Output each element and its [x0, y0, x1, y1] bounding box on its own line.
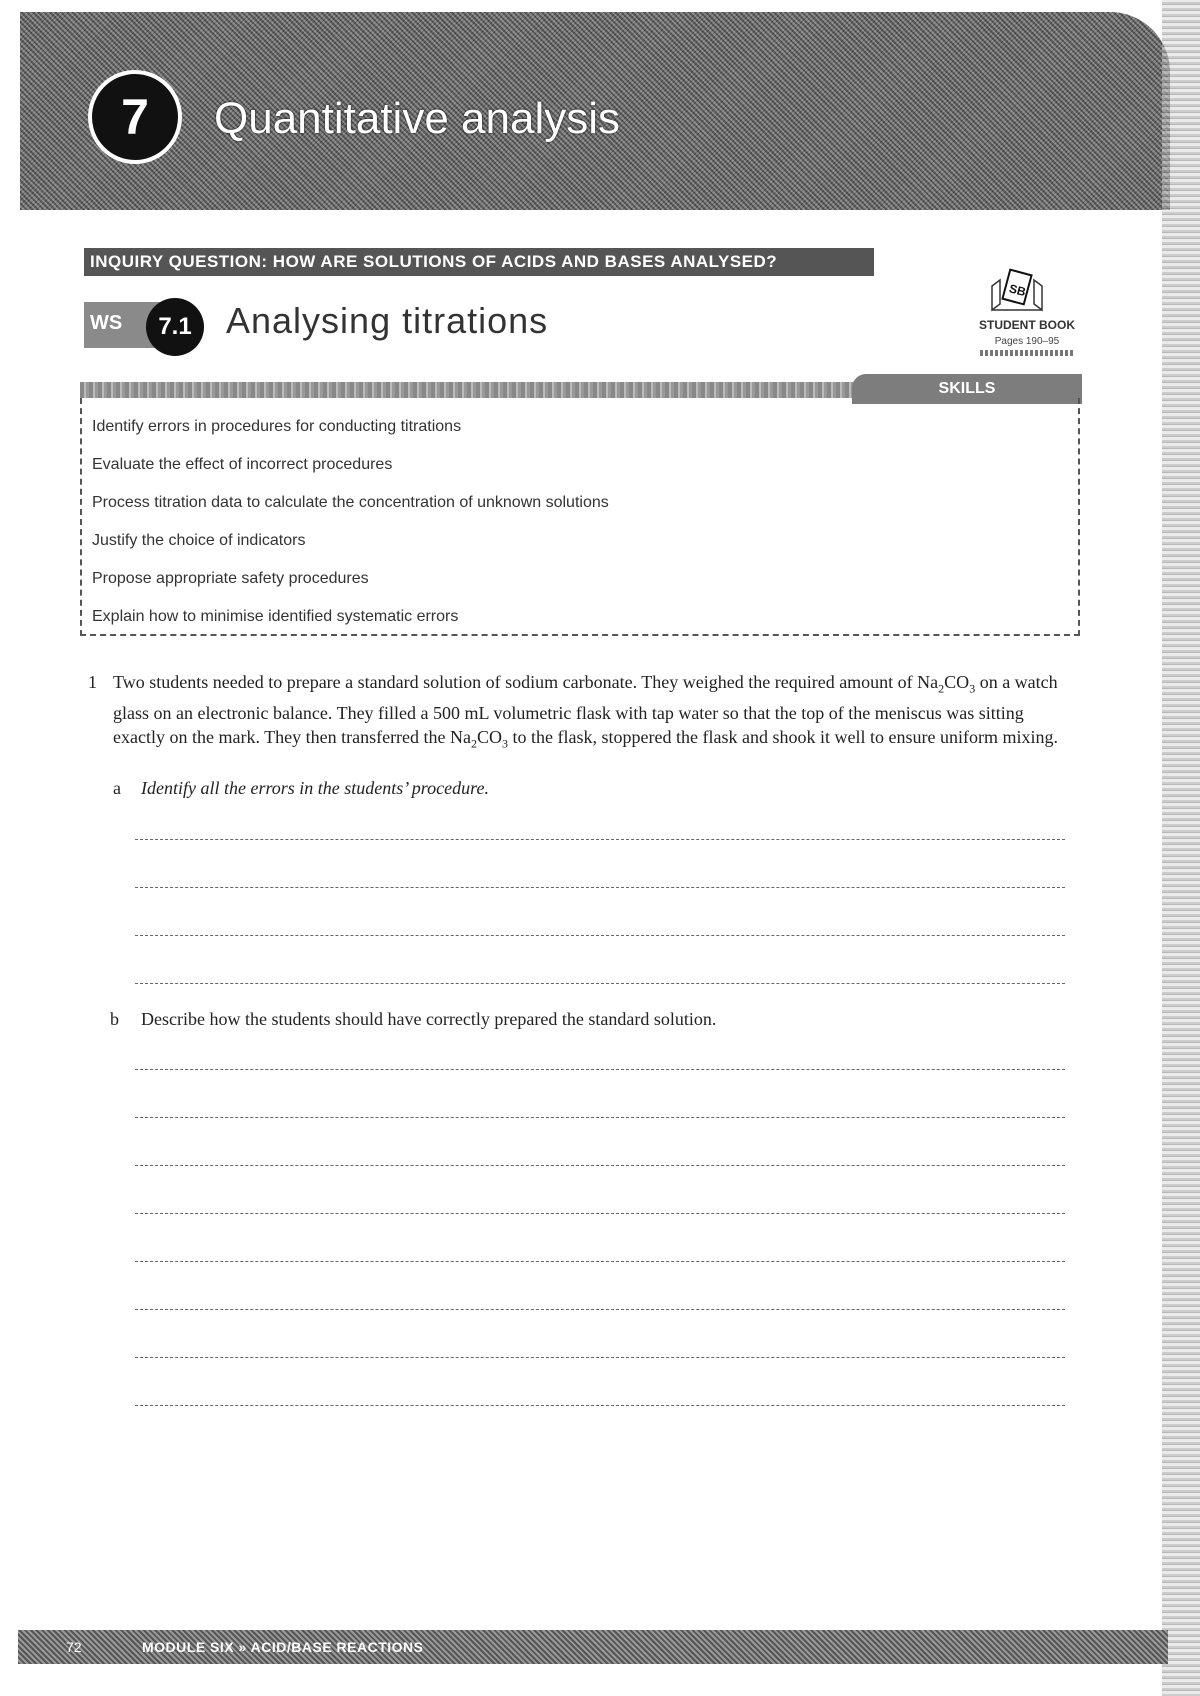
skills-heading: SKILLS [852, 374, 1082, 404]
answer-line[interactable] [135, 1070, 1065, 1118]
inquiry-question: INQUIRY QUESTION: HOW ARE SOLUTIONS OF ACIDS AND BASES ANALYSED? [84, 248, 874, 276]
skill-item: Evaluate the effect of incorrect procedures [92, 456, 393, 473]
answer-line[interactable] [135, 1022, 1065, 1070]
student-book-icon [986, 266, 1048, 318]
skills-list [92, 408, 609, 636]
skill-item: Process titration data to calculate the concentration of unknown solutions [92, 494, 609, 511]
part-a-label: a [113, 778, 121, 798]
worksheet-number: 7.1 [146, 298, 204, 356]
question-text-part: Two students needed to prepare a standard solution of sodium carbonate. They weighed the required amount of Na [113, 672, 939, 692]
question-text-part: to the flask, stoppered the flask and shook it well to ensure uniform mixing. [508, 726, 1058, 747]
answer-line[interactable] [135, 1262, 1065, 1310]
part-b-text: Describe how the students should have correctly prepared the standard solution. [141, 1009, 717, 1029]
chapter-title: Quantitative analysis [214, 94, 620, 143]
page-footer [18, 1630, 1168, 1664]
answer-line[interactable] [135, 1310, 1065, 1358]
skill-item: Identify errors in procedures for conducting titrations [92, 418, 462, 435]
answer-line[interactable] [135, 936, 1065, 984]
worksheet-title: Analysing titrations [226, 300, 549, 341]
subscript: 3 [502, 736, 509, 751]
answer-line[interactable] [135, 888, 1065, 936]
page-number: 72 [66, 1639, 82, 1655]
subscript: 2 [471, 736, 478, 751]
answer-lines-a[interactable] [135, 792, 1065, 984]
question-text-part: CO [944, 672, 970, 692]
student-book-pages: Pages 190–95 [994, 336, 1060, 347]
skill-item: Explain how to minimise identified systematic errors [92, 608, 459, 625]
skill-item: Propose appropriate safety procedures [92, 570, 369, 587]
question-text-part: on a watch glass on an electronic balance. They filled a 500 mL volumetric flask with tap water so that the top of the meniscus was sitting exactly on the mark. They then transferred the Na [113, 672, 1058, 747]
worksheet-tag: WS [90, 312, 123, 334]
answer-line[interactable] [135, 1214, 1065, 1262]
answer-lines-b[interactable] [135, 1022, 1065, 1406]
part-b-label: b [110, 1009, 119, 1029]
student-book-url-mark [980, 350, 1074, 356]
subscript: 2 [938, 681, 945, 696]
answer-line[interactable] [135, 1166, 1065, 1214]
answer-line[interactable] [135, 840, 1065, 888]
question-text [113, 670, 1073, 755]
module-title: MODULE SIX » ACID/BASE REACTIONS [142, 1639, 424, 1655]
subscript: 3 [969, 681, 976, 696]
part-a-text: Identify all the errors in the students’ procedure. [141, 778, 489, 798]
student-book-label: STUDENT BOOK [979, 318, 1075, 332]
svg-text:SB: SB [1007, 281, 1028, 300]
answer-line[interactable] [135, 1118, 1065, 1166]
question-text-part: CO [477, 726, 503, 747]
question-number: 1 [88, 672, 97, 692]
skill-item: Justify the choice of indicators [92, 532, 306, 549]
answer-line[interactable] [135, 1358, 1065, 1406]
chapter-number: 7 [88, 70, 182, 164]
scan-edge [1162, 0, 1200, 1696]
answer-line[interactable] [135, 792, 1065, 840]
